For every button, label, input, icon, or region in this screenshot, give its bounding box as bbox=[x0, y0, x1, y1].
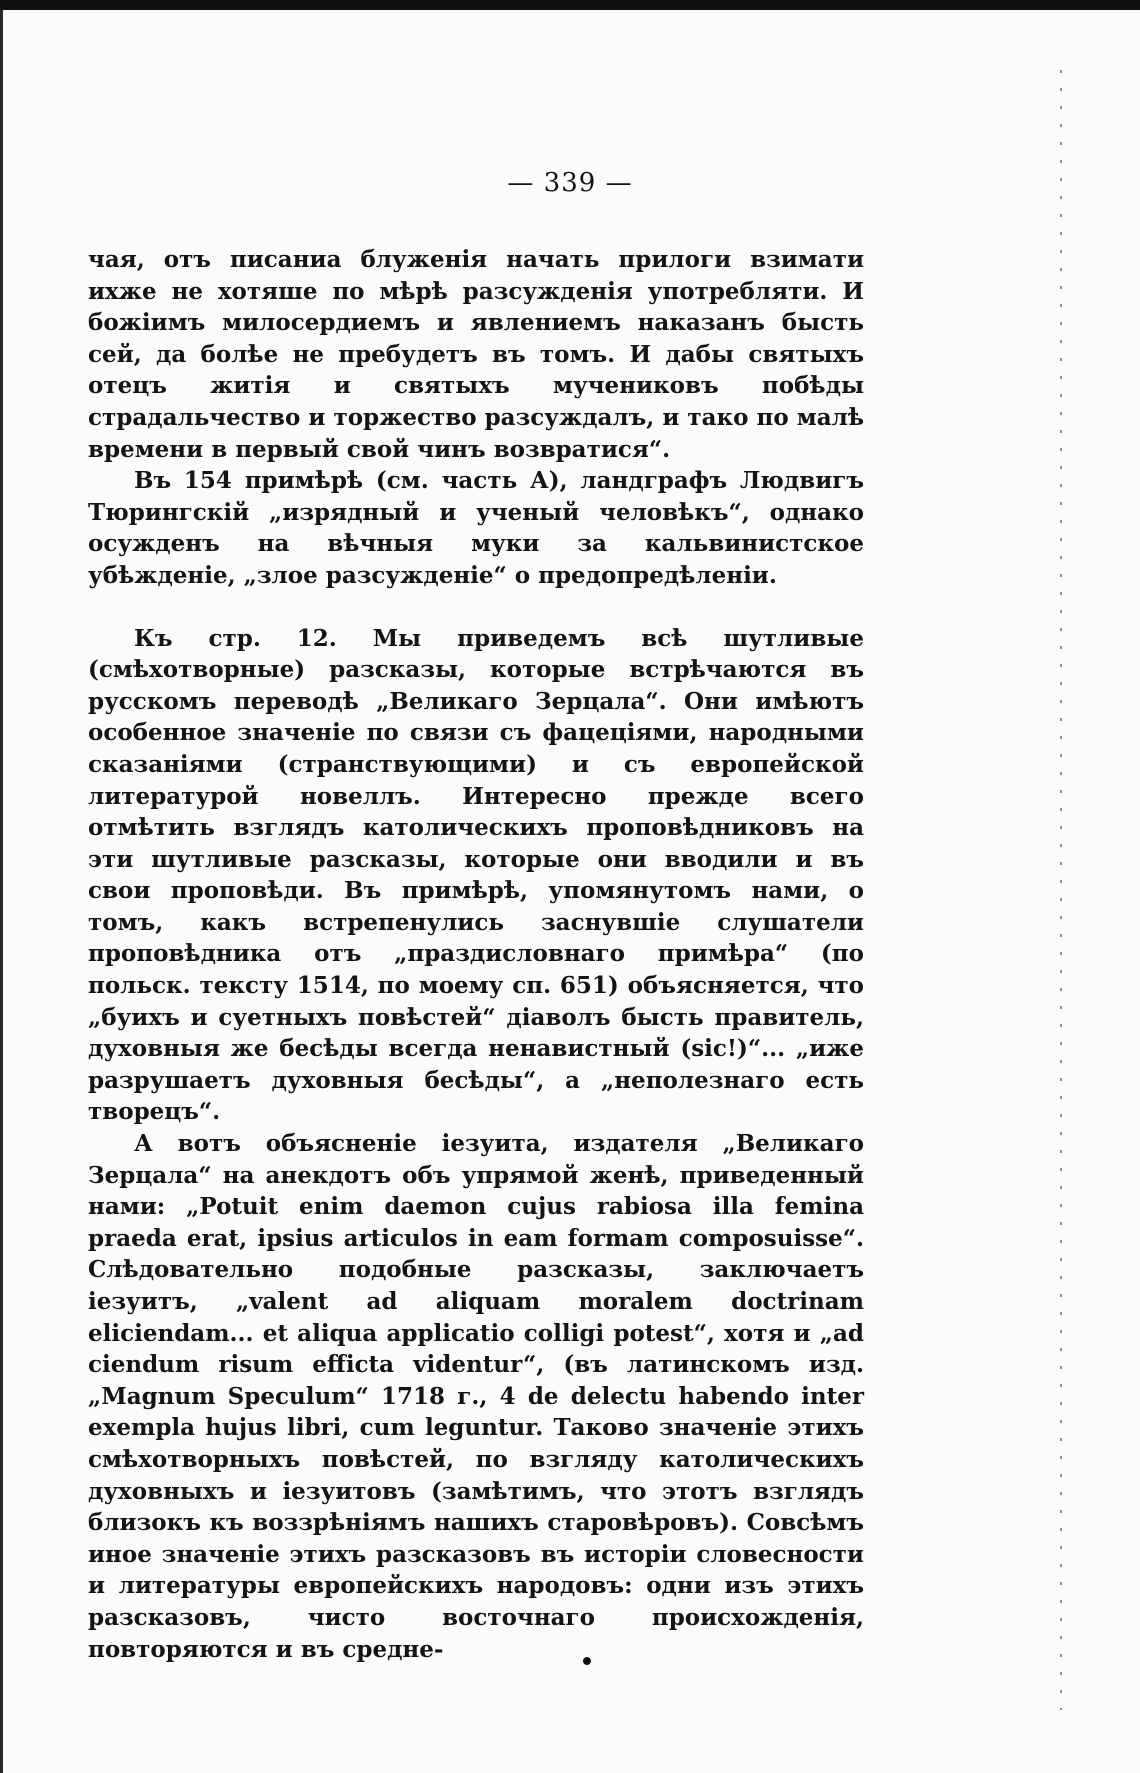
footer-dot bbox=[583, 1657, 591, 1665]
paragraph-3: Къ стр. 12. Мы приведемъ всѣ шутливые (смѣхотворные) разсказы, которые встрѣчаются въ русскомъ переводѣ „Великаго Зерцала“. Они имѣютъ особенное значеніе по связи съ фацеціями, народными сказаніями (странствующими) и съ европейской литературой новеллъ. Интересно прежде всего отмѣтить взглядъ католическихъ проповѣдниковъ на эти шутливые разсказы, которые они вводили и въ свои проповѣди. Въ примѣрѣ, упомянутомъ нами, о томъ, какъ встрепенулись заснувшіе слушатели проповѣдника отъ „праздисловнаго примѣра“ (по польск. тексту 1514, по моему сп. 651) объясняется, что „буихъ и суетныхъ повѣстей“ діаволъ бысть правитель, духовныя же бесѣды всегда ненавистный (sic!)“... „иже разрушаетъ духовныя бесѣды“, а „неполезнаго есть творецъ“. bbox=[88, 624, 864, 1126]
body-text bbox=[88, 244, 864, 1665]
paragraph-4: А вотъ объясненіе іезуита, издателя „Великаго Зерцала“ на анекдотъ объ упрямой женѣ, приведенный нами: „Potuit enim daemon cujus rabiosa illa femina praeda erat, ipsius articulos in eam formam composuisse“. Слѣдовательно подобные разсказы, заключаетъ іезуитъ, „valent ad aliquam moralem doctrinam eliciendam... et aliqua applicatio colligi potest“, хотя и „ad ciendum risum efficta videntur“, (въ латинскомъ изд. „Magnum Speculum“ 1718 г., 4 de delectu habendo inter exempla hujus libri, cum leguntur. Таково значеніе этихъ смѣхотворныхъ повѣстей, по взгляду католическихъ духовныхъ и іезуитовъ (замѣтимъ, что этотъ взглядъ близокъ къ воззрѣніямъ нашихъ старовѣровъ). Совсѣмъ иное значеніе этихъ разсказовъ въ исторіи словесности и литературы европейскихъ народовъ: одни изъ этихъ разсказовъ, чисто восточнаго происхожденія, повторяются и въ средне- bbox=[88, 1130, 864, 1663]
right-page-edge bbox=[1060, 70, 1062, 1710]
paragraph-2: Въ 154 примѣрѣ (см. часть А), ландграфъ Людвигъ Тюрингскій „изрядный и ученый человѣкъ“, однако осужденъ на вѣчныя муки за кальвинистское убѣжденіе, „злое разсужденіе“ о предопредѣленіи. bbox=[88, 467, 864, 589]
paragraph-1: чая, отъ писаниа блуженія начать прилоги взимати ихже не хотяше по мѣрѣ разсужденія употребляти. И божіимъ милосердиемъ и явлениемъ наказанъ бысть сей, да болѣе не пребудетъ въ томъ. И дабы святыхъ отецъ житія и святыхъ мучениковъ побѣды страдальчество и торжество разсуждалъ, и тако по малѣ времени в первый свой чинъ возвратися“. bbox=[88, 246, 864, 463]
page-number: — 339 — bbox=[507, 168, 633, 198]
paragraph-gap bbox=[88, 592, 864, 623]
top-border-rule bbox=[0, 0, 1140, 10]
left-page-edge bbox=[0, 10, 3, 1773]
